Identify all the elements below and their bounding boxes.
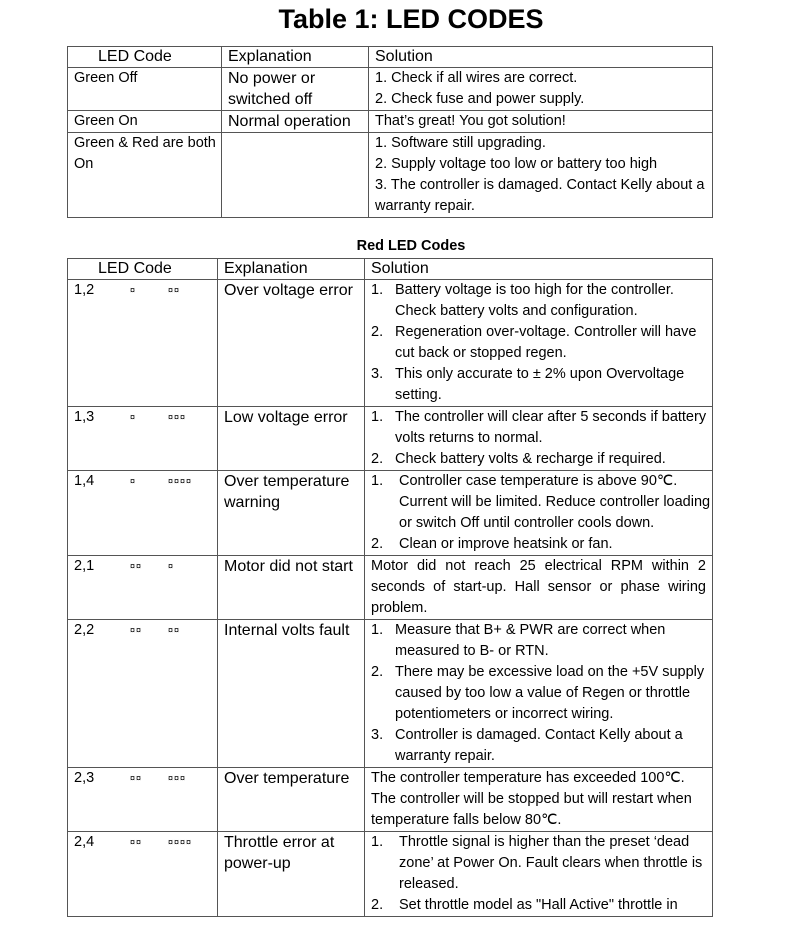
item-number: 2. (371, 451, 384, 467)
flash-glyph-second: ¤ (168, 561, 175, 571)
code-number: 2,2 (74, 622, 95, 638)
explanation-cell: Normal operation (222, 111, 369, 133)
flash-glyph-second: ¤¤ (168, 285, 181, 295)
header-led-code: LED Code (68, 47, 222, 68)
flash-glyph-first: ¤¤ (130, 625, 143, 635)
solution-item (371, 895, 712, 916)
solution-item (371, 471, 712, 534)
code-number: 1,4 (74, 473, 95, 489)
table-row (68, 556, 713, 620)
code-number: 2,3 (74, 770, 95, 786)
item-text: Controller case temperature is above 90℃. Current will be limited. Reduce controller loading or switch Off until controller cools down. (399, 473, 711, 531)
solution-line: 1. Check if all wires are correct. (375, 70, 578, 86)
led-code-cell: Green On (68, 111, 222, 133)
item-text: Regeneration over-voltage. Controller will have cut back or stopped regen. (395, 324, 697, 361)
solution-cell (365, 280, 713, 407)
table-row (68, 280, 713, 407)
solution-cell (365, 620, 713, 768)
solution-item (371, 620, 712, 662)
explanation-cell: Motor did not start (218, 556, 365, 620)
solution-line: 1. Software still upgrading. (375, 135, 546, 151)
item-number: 2. (371, 536, 384, 552)
code-number: 2,1 (74, 558, 95, 574)
led-code-cell (68, 407, 218, 471)
flash-glyph-first: ¤¤ (130, 773, 143, 783)
solution-cell (369, 133, 713, 218)
item-text: Controller is damaged. Contact Kelly about a warranty repair. (395, 727, 683, 764)
item-number: 1. (371, 473, 384, 489)
solution-item (371, 662, 712, 725)
item-text: Measure that B+ & PWR are correct when measured to B- or RTN. (395, 622, 666, 659)
flash-glyph-first: ¤ (130, 285, 137, 295)
solution-cell (365, 471, 713, 556)
flash-glyph-first: ¤ (130, 476, 137, 486)
solution-line: 3. The controller is damaged. Contact Kelly about a warranty repair. (375, 177, 705, 214)
item-number: 1. (371, 622, 384, 638)
item-text: The controller will clear after 5 seconds if battery volts returns to normal. (395, 409, 707, 446)
solution-item (371, 534, 712, 555)
solution-cell (365, 407, 713, 471)
explanation-cell: Throttle error at power-up (218, 832, 365, 917)
explanation-cell: Over voltage error (218, 280, 365, 407)
table-row (68, 471, 713, 556)
led-codes-table (67, 46, 713, 218)
table-row (68, 111, 713, 133)
code-number: 1,3 (74, 409, 95, 425)
item-number: 3. (371, 727, 384, 743)
solution-item (371, 364, 712, 406)
solution-cell: Motor did not reach 25 electrical RPM within 2 seconds of start-up. Hall sensor or phase wiring problem. (365, 556, 713, 620)
item-text: Clean or improve heatsink or fan. (399, 536, 613, 552)
solution-item (371, 280, 712, 322)
item-number: 1. (371, 282, 384, 298)
flash-glyph-first: ¤¤ (130, 837, 143, 847)
header-solution: Solution (369, 47, 713, 68)
flash-glyph-second: ¤¤¤¤ (168, 837, 193, 847)
table-row (68, 133, 713, 218)
flash-glyph-second: ¤¤ (168, 625, 181, 635)
item-text: Check battery volts & recharge if required. (395, 451, 666, 467)
flash-glyph-second: ¤¤¤ (168, 773, 187, 783)
solution-line: 2. Supply voltage too low or battery too high (375, 156, 658, 172)
solution-item (371, 725, 712, 767)
item-number: 2. (371, 324, 384, 340)
header-led-code: LED Code (68, 259, 218, 280)
solution-item (371, 407, 712, 449)
item-text: Set throttle model as "Hall Active" throttle in (399, 897, 678, 913)
led-code-cell (68, 620, 218, 768)
solution-item (371, 322, 712, 364)
led-code-cell: Green & Red are both On (68, 133, 222, 218)
solution-line: 2. Check fuse and power supply. (375, 91, 585, 107)
solution-line: That’s great! You got solution! (375, 113, 566, 129)
flash-glyph-first: ¤ (130, 412, 137, 422)
item-text: There may be excessive load on the +5V supply caused by too low a value of Regen or throttle potentiometers or incorrect wiring. (395, 664, 705, 722)
header-explanation: Explanation (222, 47, 369, 68)
solution-cell (369, 111, 713, 133)
explanation-cell: Low voltage error (218, 407, 365, 471)
flash-glyph-second: ¤¤¤ (168, 412, 187, 422)
led-code-cell (68, 280, 218, 407)
led-code-cell (68, 832, 218, 917)
solution-item (371, 449, 712, 470)
item-number: 1. (371, 409, 384, 425)
item-number: 2. (371, 664, 384, 680)
led-code-cell: Green Off (68, 68, 222, 111)
table-row (68, 407, 713, 471)
table-header-row (68, 259, 713, 280)
item-text: Battery voltage is too high for the controller. Check battery volts and configuration. (395, 282, 674, 319)
flash-glyph-second: ¤¤¤¤ (168, 476, 193, 486)
page-title: Table 1: LED CODES (278, 4, 544, 34)
item-number: 1. (371, 834, 384, 850)
solution-item (371, 832, 712, 895)
table-row (68, 768, 713, 832)
item-number: 2. (371, 897, 384, 913)
led-code-cell (68, 768, 218, 832)
explanation-cell: Over temperature (218, 768, 365, 832)
header-solution: Solution (365, 259, 713, 280)
item-text: Throttle signal is higher than the preset ‘dead zone’ at Power On. Fault clears when throttle is released. (399, 834, 703, 892)
explanation-cell: Over temperature warning (218, 471, 365, 556)
explanation-cell: Internal volts fault (218, 620, 365, 768)
code-number: 1,2 (74, 282, 95, 298)
led-code-cell (68, 471, 218, 556)
table-row (68, 68, 713, 111)
explanation-cell: No power or switched off (222, 68, 369, 111)
table-row (68, 620, 713, 768)
red-led-codes-heading: Red LED Codes (356, 238, 466, 254)
solution-cell (365, 832, 713, 917)
flash-glyph-first: ¤¤ (130, 561, 143, 571)
explanation-cell (222, 133, 369, 218)
solution-cell: The controller temperature has exceeded 100℃. The controller will be stopped but will restart when temperature falls below 80℃. (365, 768, 713, 832)
table-row (68, 832, 713, 917)
item-number: 3. (371, 366, 384, 382)
red-led-codes-table (67, 258, 713, 917)
header-explanation: Explanation (218, 259, 365, 280)
table-header-row (68, 47, 713, 68)
led-code-cell (68, 556, 218, 620)
item-text: This only accurate to ± 2% upon Overvoltage setting. (395, 366, 685, 403)
solution-cell (369, 68, 713, 111)
code-number: 2,4 (74, 834, 95, 850)
